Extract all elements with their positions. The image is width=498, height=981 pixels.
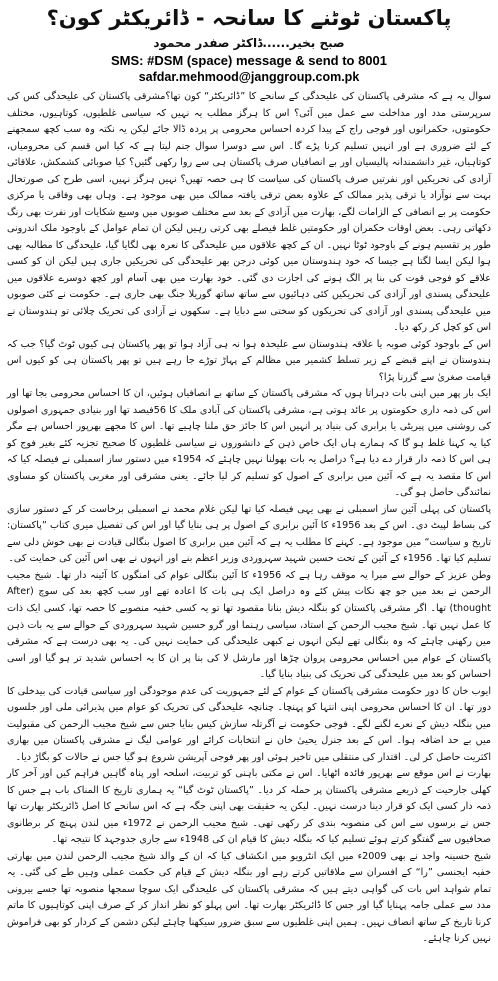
article-paragraph-5: وطن عزیز کے حوالے سے میرا یہ موقف رہا ہے کہ 1956ء کا آئین بنگالی عوام کی امنگوں کا آئینہ دار تھا۔ شیخ مجیب الرحمن نے بعد میں جو چھ نکات پیش کئے وہ دراصل ایک ہی بات کا اعادہ تھے اور سب کچھ بعد کی سوچ (After thought) تھا۔ اگر مشرقی پاکستان کو بنگلہ دیش بنانا مقصود تھا تو یہ کسی خفیہ منصوبے کا حصہ تھا، کسی ایک ذات کا عمل نہیں تھا۔ شیخ مجیب الرحمن کے استاد، سیاسی رہنما اور گرو حسین شہید سہروردی کے حوالے سے یہ بات ذہن میں رکھنی چاہئے کہ وہ بنگالی تھے لیکن انہوں نے کبھی علیحدگی کی حمایت نہیں کی۔ یہ بھی درست ہے کہ مشرقی پاکستان کے عوام میں احساس محرومی پروان چڑھا اور مارشل لا کی بنا پر ان کا یہ احساس شدید تر ہو گیا اور اسی احساس کو بعد میں علیحدگی کی تحریک کی بنیاد بنایا گیا۔	[7, 569, 491, 681]
column-byline: صبح بخیر......ڈاکٹر صفدر محمود	[153, 36, 345, 50]
article-paragraph-2: اس کے باوجود کوئی صوبہ یا علاقہ ہندوستان سے علیحدہ ہوا نہ ہی آزاد ہوا تو پھر پاکستان ہی کیوں ٹوٹ گیا؟ جب کہ ہندوستان نے اپنے قبضے کے زیر تسلط کشمیر میں مظالم کے پہاڑ توڑے جا رہے ہیں تو پھر پاکستان ہی کو کیوں اس قیامت صغریٰ سے گزرنا پڑا؟	[7, 338, 491, 383]
article-body	[7, 89, 491, 948]
article-paragraph-7: بھارت نے اس موقع سے بھرپور فائدہ اٹھایا۔ اس نے مکتی باہنی کو تربیت، اسلحہ اور پناہ گاہیں فراہم کیں اور آخر کار کھلی جارحیت کے ذریعے مشرقی پاکستان پر حملہ کر دیا۔ ”پاکستان ٹوٹ گیا“ یہ ہماری تاریخ کا المناک باب ہے جس کا ذمہ دار کسی ایک کو قرار دینا درست نہیں۔ لیکن یہ حقیقت بھی اپنی جگہ ہے کہ اس سانحے کا اصل ڈائریکٹر بھارت تھا جس نے برسوں سے اس کی منصوبہ بندی کر رکھی تھی۔ شیخ مجیب الرحمن نے 1972ء میں لندن پہنچ کر برطانوی صحافیوں سے گفتگو کرتے ہوئے تسلیم کیا کہ بنگلہ دیش کا قیام ان کی 1948ء سے جاری جدوجہد کا نتیجہ تھا۔	[7, 768, 491, 846]
article-paragraph-1: سوال یہ ہے کہ مشرقی پاکستان کی علیحدگی کے سانحے کا ”ڈائریکٹر“ کون تھا؟مشرقی پاکستان کی علیحدگی کس کی سرپرستی مدد اور مداخلت سے عمل میں آئی؟ اس کا ہرگز مطلب یہ نہیں کہ سیاسی غلطیوں، کوتاہیوں، مختلف حکومتوں، حکمرانوں اور فوجی راج کے پیدا کردہ احساس محرومی پر پردہ ڈالا جائے لیکن یہ نکتہ وہ سب کچھ سمجھنے کے لئے ضروری ہے اور انہیں تسلیم کرنا پڑے گا۔ اس سے دوسرا سوال جنم لیتا ہے کہ کیا اس قسم کی محرومیاں، کوتاہیاں، غیر دانشمندانہ پالیسیاں اور بے انصافیاں صرف پاکستان ہی سے روا رکھی گئیں؟ کیا صوبائی کشمکش، علاقائی آزادی کی تحریکیں اور نفرتیں صرف پاکستان کی سیاست کا ہی حصہ تھیں؟ نہیں ہرگز نہیں، اسی طرح کی صورتحال بہت سے نوآزاد یا ترقی پذیر ممالک کے علاوہ بعض ترقی یافتہ ممالک میں بھی موجود ہے۔ وہاں بھی وفاقی یا مرکزی حکومت پر بے انصافی کے الزامات لگے، بھارت میں آزادی کے بعد سے مختلف صوبوں میں وسیع شکایات اور نفرت بھی رنگ دکھاتی رہی۔ بعض اوقات حکمران اور حکومتیں غلط فیصلے بھی کرتی رہیں لیکن ان تمام عوامل کے باوجود ملک اندرونی طور پر تقسیم ہونے کے باوجود ٹوٹا نہیں۔ ان کے کچھ علاقوں میں علیحدگی کا نعرہ بھی لگایا گیا، علیحدگی کا مطالبہ بھی ہوا لیکن ایسا لگتا ہے جیسا کہ خود ہندوستان میں کوئی درجن بھر علیحدگی کی تحریکیں جاری ہیں لیکن ان کو کسی علاقے کو فوجی قوت کی بنا پر الگ ہونے کی اجازت دی گئی۔ خود بھارت میں بھی آسام اور کچھ دوسرے علاقوں میں علیحدگی پسندی اور آزادی کی تحریکیں کئی دہائیوں سے ساتھ ساتھ گوریلا جنگ بھی جاری ہے۔ حکومت نے کئی صوبوں میں علیحدگی پسندی اور آزادی کی تحریکوں کو سختی سے دبایا ہے۔ سکھوں نے آزادی کی تحریک چلائی تو ہندوستان نے اس کو کچل کر رکھ دیا۔	[7, 91, 491, 334]
article-paragraph-6: ایوب خان کا دور حکومت مشرقی پاکستان کے عوام کے لئے جمہوریت کی عدم موجودگی اور سیاسی قیادت کی بیدخلی کا دور تھا۔ ان کا احساس محرومی اپنی انتہا کو پہنچا۔ چنانچہ علیحدگی کی تحریک کو عوام میں پذیرائی ملی اور جلسوں میں بنگلہ دیش کے نعرے لگنے لگے۔ فوجی حکومت نے آگرتلہ سازش کیس بنایا جس سے شیخ مجیب الرحمن کی مقبولیت میں بے حد اضافہ ہوا۔ اس کے بعد جنرل یحییٰ خان نے انتخابات کرائے اور عوامی لیگ نے مشرقی پاکستان میں بھاری اکثریت حاصل کر لی۔ اقتدار کی منتقلی میں تاخیر ہوئی اور پھر فوجی آپریشن شروع ہو گیا جس نے حالات کو بگاڑ دیا۔	[7, 685, 491, 763]
article-paragraph-3: ایک بار پھر میں اپنی بات دہراتا ہوں کہ مشرقی پاکستان کے ساتھ بے انصافیاں ہوئیں، ان کا احساس محرومی بجا تھا اور اس کی ذمہ داری حکومتوں پر عائد ہوتی ہے، مشرقی پاکستان کی آبادی ملک کا 56فیصد تھا اور بنیادی جمہوری اصولوں کی روشنی میں پیریٹی یا برابری کی بنیاد پر انہیں اس کا جائز حق ملنا چاہیے تھا۔ اس کا مجھے بھرپور احساس ہے مگر کیا یہ کہنا غلط ہو گا کہ ہمارے ہاں ایک خاص ذہن کے دانشوروں نے سیاسی غلطیوں کا صحیح تجزیہ کئے بغیر فوج کو ہی اس کا ذمہ دار قرار دے دیا ہے؟ دراصل یہ بات بھولنا نہیں چاہئے کہ 1954ء میں دستور ساز اسمبلی نے فیصلہ کیا کہ اس کا مقصد یہ ہے کہ آئین میں برابری کے اصول کو تسلیم کر لیا جائے۔ یعنی مشرقی اور مغربی پاکستان کو مساوی نمائندگی حاصل ہو گی۔	[7, 388, 491, 499]
article-headline: پاکستان ٹوٹنے کا سانحہ - ڈائریکٹر کون؟	[46, 6, 452, 30]
article-paragraph-8: شیخ حسینہ واجد نے بھی 2009ء میں ایک انٹرویو میں انکشاف کیا کہ ان کے والد شیخ مجیب الرحمن لندن میں بھارتی خفیہ ایجنسی ”را“ کے افسران سے ملاقاتیں کرتے رہے اور بنگلہ دیش کے قیام کی حکمت عملی وہیں طے کی گئی۔ یہ تمام شواہد اس بات کی گواہی دیتے ہیں کہ مشرقی پاکستان کی علیحدگی ایک سوچا سمجھا منصوبہ تھا جسے بیرونی مدد سے عملی جامہ پہنایا گیا اور جس کا ڈائریکٹر بھارت تھا۔ اس پہلو کو نظر انداز کر کے صرف اپنی کوتاہیوں کا ماتم کرنا تاریخ کے ساتھ انصاف نہیں۔ ہمیں اپنی غلطیوں سے سبق ضرور سیکھنا چاہئے لیکن دشمن کے کردار کو بھی فراموش نہیں کرنا چاہئے۔	[7, 850, 492, 945]
article-paragraph-4: پاکستان کی پہلی آئین ساز اسمبلی نے بھی یہی فیصلہ کیا تھا لیکن غلام محمد نے اسمبلی برخاست کر کے دستور سازی کی بساط لپیٹ دی۔ اس کے بعد 1956ء کا آئین برابری کے اصول پر ہی بنایا گیا اور اس کی تفصیل میری کتاب ”پاکستان: تاریخ و سیاست“ میں موجود ہے۔ کہنے کا مطلب یہ ہے کہ آئین میں برابری کا اصول بنگالی قیادت نے بھی خوش دلی سے تسلیم کیا تھا۔ 1956ء کے آئین کے تحت حسین شہید سہروردی وزیر اعظم بنے اور انہوں نے بھی اس آئین کی حمایت کی۔	[7, 503, 491, 565]
author-email: safdar.mehmood@janggroup.com.pk	[138, 70, 360, 84]
sms-contact-line: SMS: #DSM (space) message & send to 8001	[111, 53, 387, 68]
